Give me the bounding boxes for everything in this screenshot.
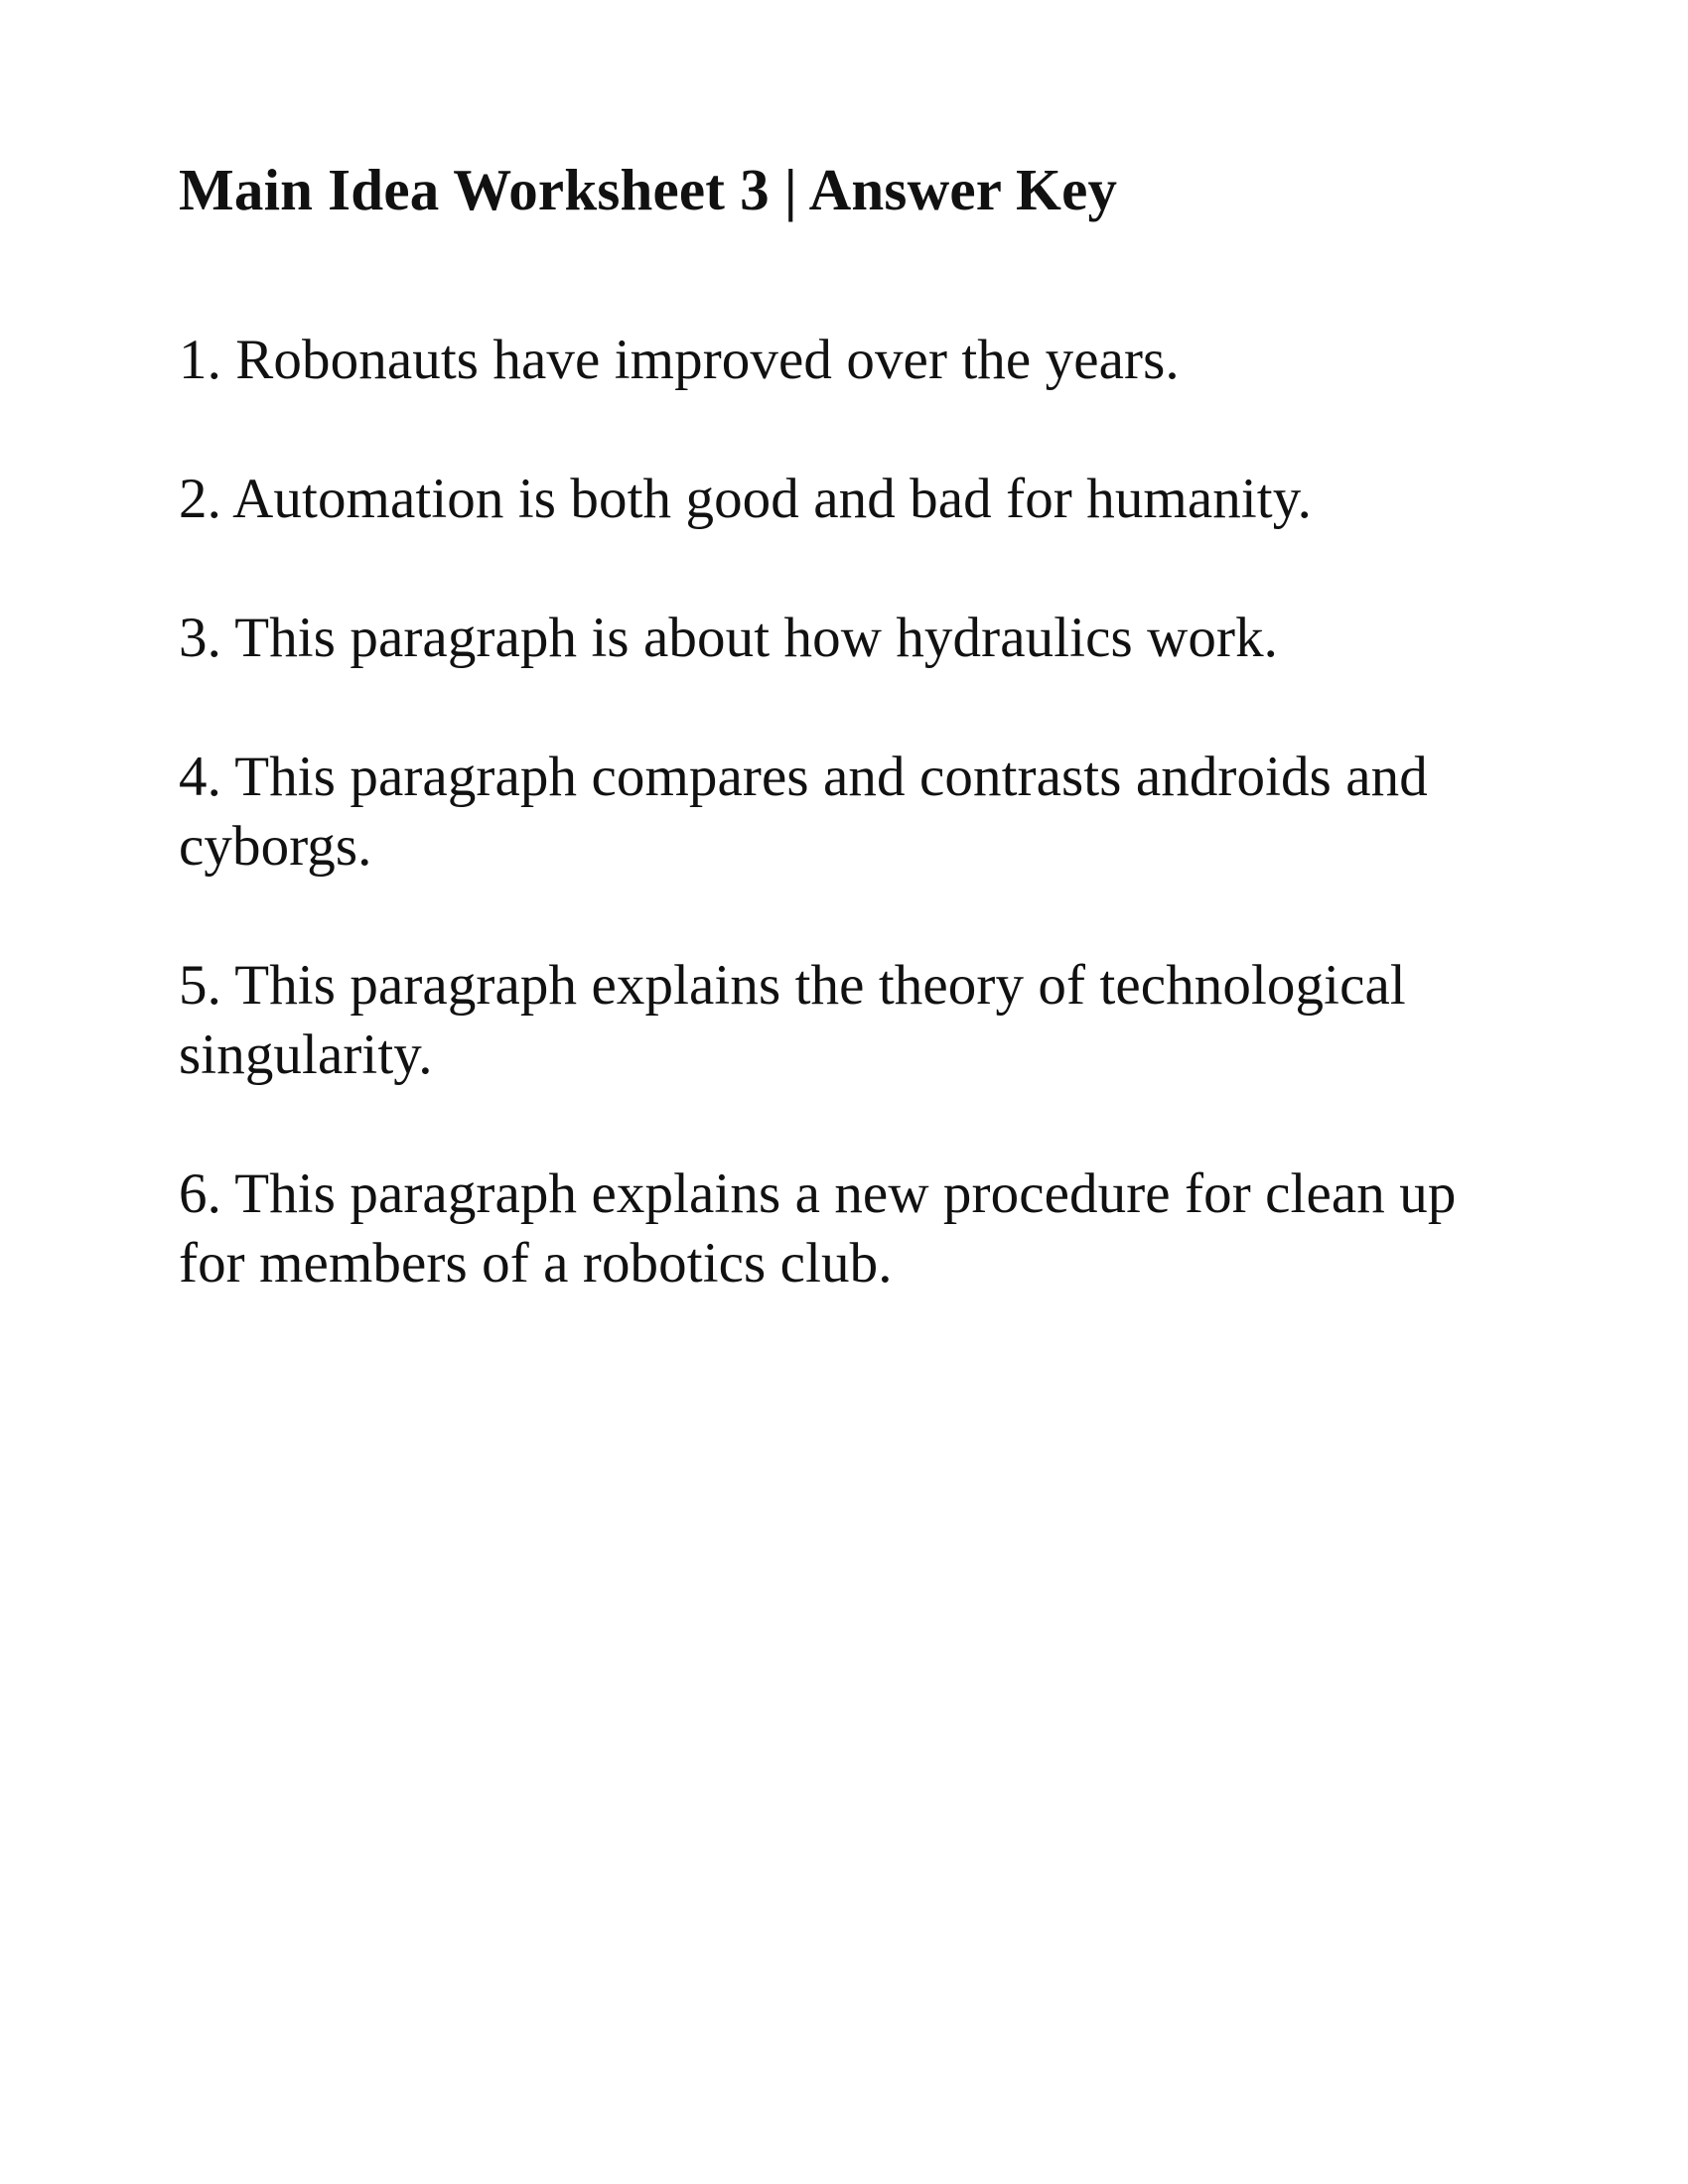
answer-item: 4. This paragraph compares and contrasts androids and cyborgs.	[179, 746, 1428, 878]
answer-item: 2. Automation is both good and bad for humanity.	[179, 468, 1312, 530]
answer-item: 6. This paragraph explains a new procedure for clean up for members of a robotics club.	[179, 1162, 1457, 1295]
page-title: Main Idea Worksheet 3 | Answer Key	[179, 157, 1118, 222]
answer-item: 1. Robonauts have improved over the years.	[179, 329, 1180, 391]
answer-item: 3. This paragraph is about how hydraulics work.	[179, 607, 1279, 669]
answer-item: 5. This paragraph explains the theory of technological singularity.	[179, 954, 1406, 1086]
answer-list	[179, 326, 1509, 1368]
